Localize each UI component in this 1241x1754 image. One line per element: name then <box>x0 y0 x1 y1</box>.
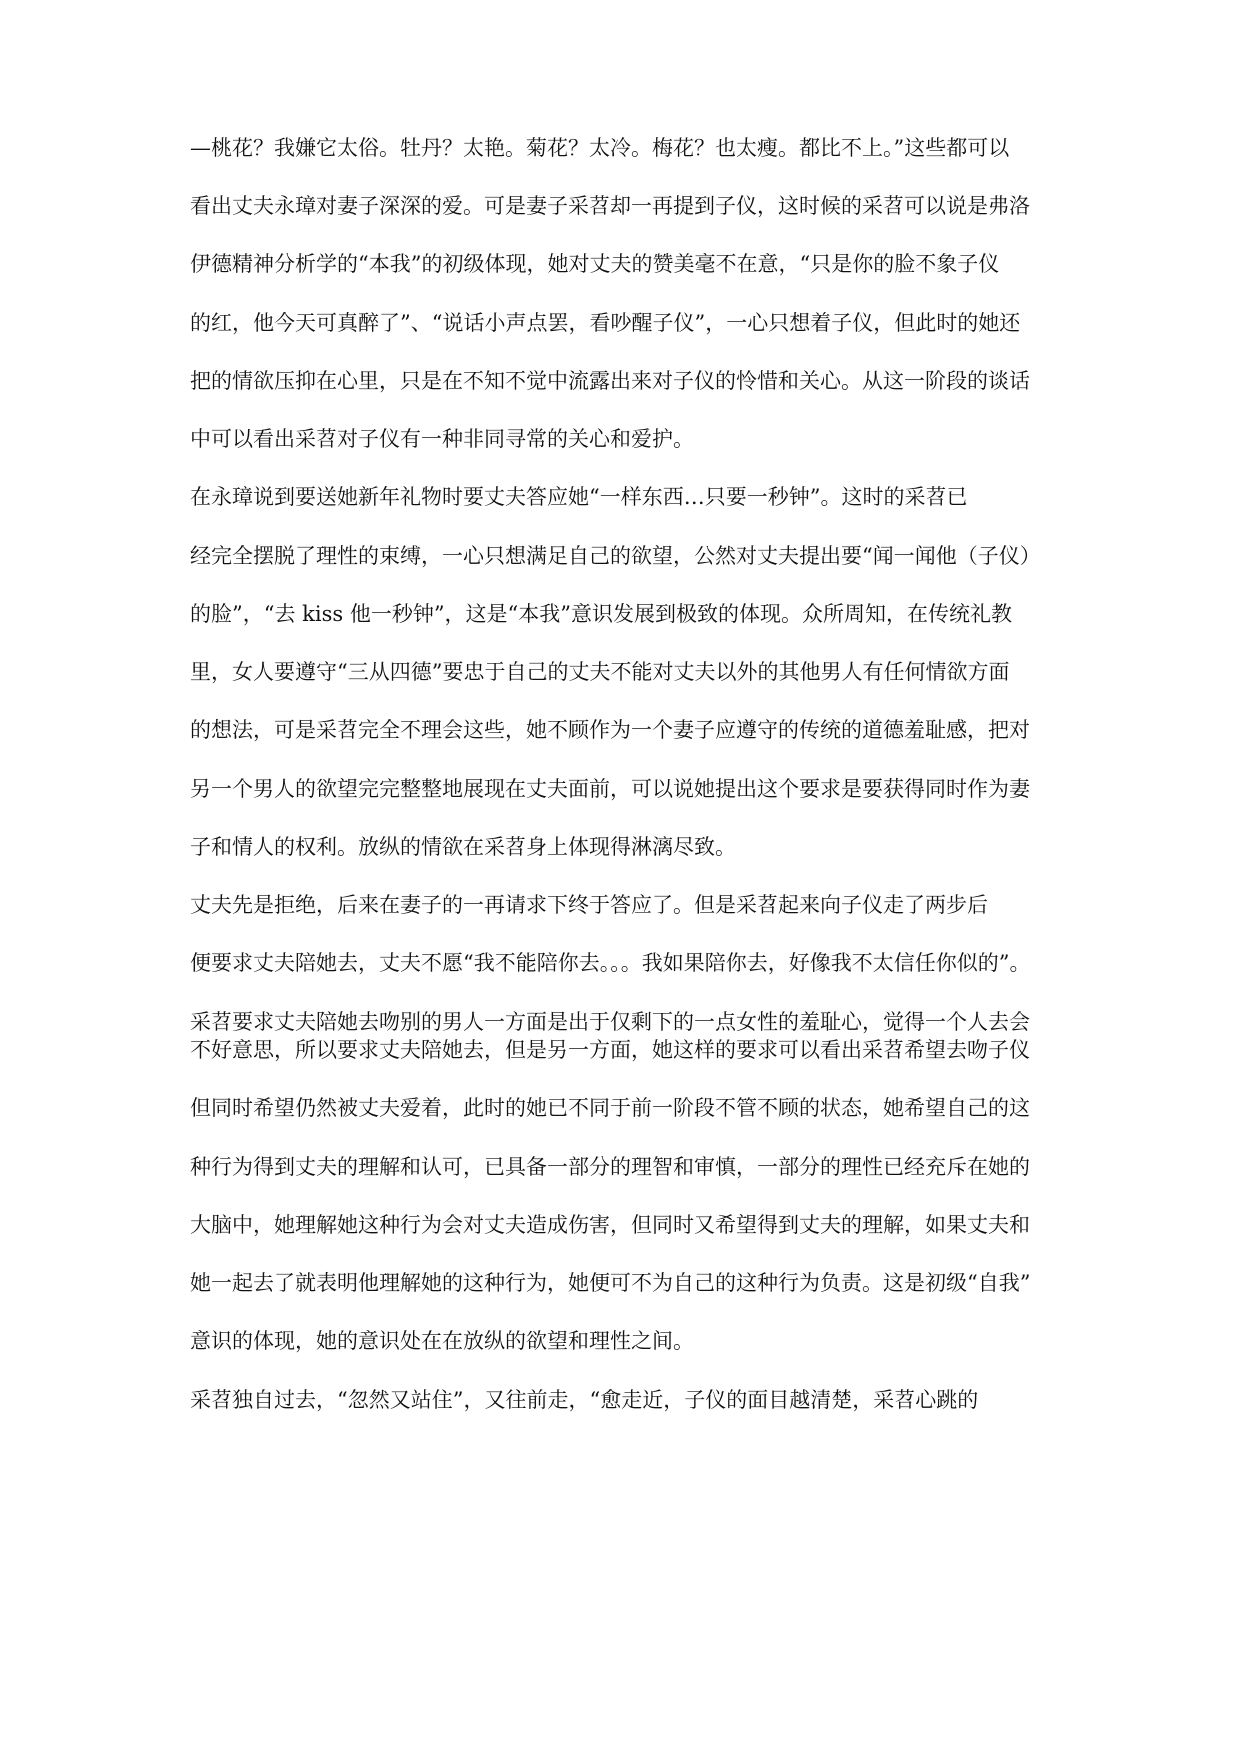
text-line: 但同时希望仍然被丈夫爱着，此时的她已不同于前一阶段不管不顾的状态，她希望自己的这 <box>190 1096 1030 1120</box>
text-line: 中可以看出采苕对子仪有一种非同寻常的关心和爱护。 <box>190 427 694 451</box>
text-line: 的红，他今天可真醉了”、“说话小声点罢，看吵醒子仪”，一心只想着子仪，但此时的她还 <box>190 311 1021 335</box>
text-line: 在永璋说到要送她新年礼物时要丈夫答应她“一样东西…只要一秒钟”。这时的采苕已 <box>190 485 968 509</box>
text-line: 种行为得到丈夫的理解和认可，已具备一部分的理智和审慎，一部分的理性已经充斥在她的 <box>190 1155 1030 1179</box>
text-line: 看出丈夫永璋对妻子深深的爱。可是妻子采苕却一再提到子仪，这时候的采苕可以说是弗洛 <box>190 194 1030 218</box>
text-line: 伊德精神分析学的“本我”的初级体现，她对丈夫的赞美毫不在意，“只是你的脸不象子仪 <box>190 252 1000 276</box>
text-line: 便要求丈夫陪她去，丈夫不愿“我不能陪你去。。。我如果陪你去，好像我不太信任你似的”。 <box>190 951 1031 975</box>
text-line: 丈夫先是拒绝，后来在妻子的一再请求下终于答应了。但是采苕起来向子仪走了两步后 <box>190 893 988 917</box>
text-line: 里，女人要遵守“三从四德”要忠于自己的丈夫不能对丈夫以外的其他男人有任何情欲方面 <box>190 660 1010 684</box>
text-line: 子和情人的权利。放纵的情欲在采苕身上体现得淋漓尽致。 <box>190 835 736 859</box>
text-line: 的脸”，“去 kiss 他一秒钟”，这是“本我”意识发展到极致的体现。众所周知，在传统礼教 <box>190 602 1013 626</box>
text-line: 另一个男人的欲望完完整整地展现在丈夫面前，可以说她提出这个要求是要获得同时作为妻 <box>190 777 1030 801</box>
text-line: 采苕要求丈夫陪她去吻别的男人一方面是出于仅剩下的一点女性的羞耻心，觉得一个人去会 <box>190 1010 1030 1034</box>
text-line: 的想法，可是采苕完全不理会这些，她不顾作为一个妻子应遵守的传统的道德羞耻感，把对 <box>190 718 1030 742</box>
text-line: 大脑中，她理解她这种行为会对丈夫造成伤害，但同时又希望得到丈夫的理解，如果丈夫和 <box>190 1213 1030 1237</box>
text-line: 经完全摆脱了理性的束缚，一心只想满足自己的欲望，公然对丈夫提出要“闻一闻他（子仪） <box>190 544 1041 568</box>
text-line: 不好意思，所以要求丈夫陪她去，但是另一方面，她这样的要求可以看出采苕希望去吻子仪 <box>190 1038 1030 1062</box>
text-line: 她一起去了就表明他理解她的这种行为，她便可不为自己的这种行为负责。这是初级“自我” <box>190 1271 1031 1295</box>
text-line: 采苕独自过去，“忽然又站住”，又往前走，“愈走近，子仪的面目越清楚，采苕心跳的 <box>190 1388 979 1412</box>
text-line: 意识的体现，她的意识处在在放纵的欲望和理性之间。 <box>190 1329 694 1353</box>
text-line: 把的情欲压抑在心里，只是在不知不觉中流露出来对子仪的怜惜和关心。从这一阶段的谈话 <box>190 369 1030 393</box>
text-line: —桃花？我嫌它太俗。牡丹？太艳。菊花？太冷。梅花？也太瘦。都比不上。”这些都可以 <box>190 136 1010 160</box>
